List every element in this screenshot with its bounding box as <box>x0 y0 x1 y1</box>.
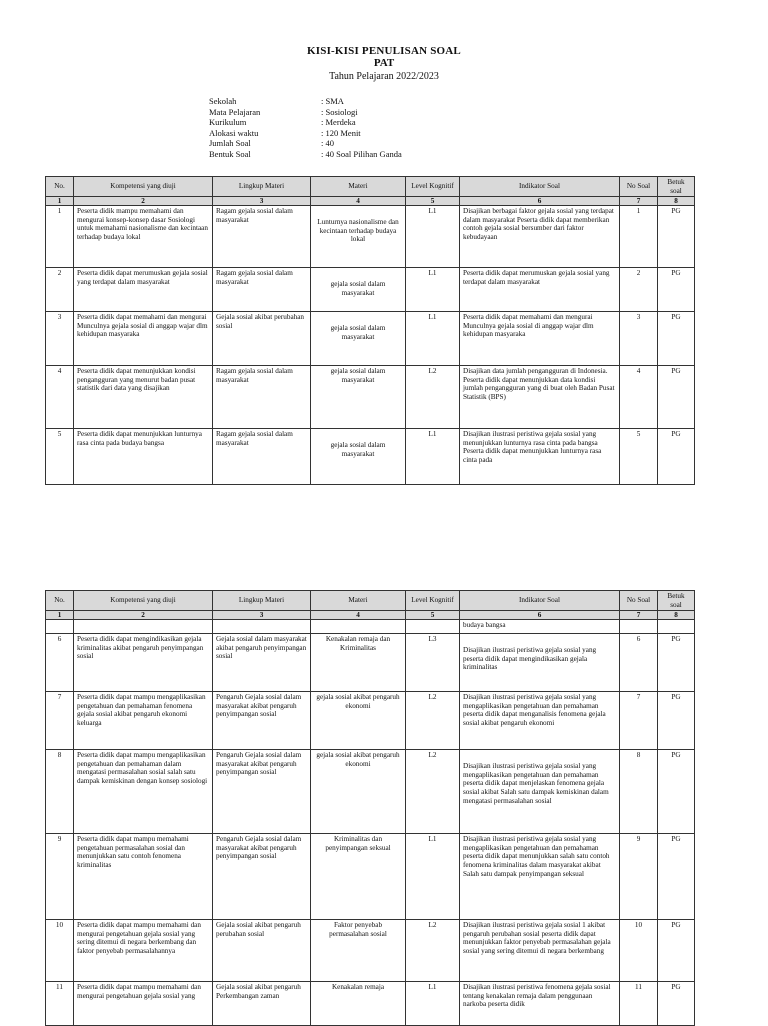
cell-indikator: Disajikan ilustrasi peristiwa fenomena gejala sosial tentang kenakalan remaja dalam penggunaan narkoba peserta didik <box>460 982 620 1026</box>
cell-no: 2 <box>46 268 74 312</box>
cell-materi: gejala sosial dalam masyarakat <box>311 312 406 366</box>
meta-label: Sekolah <box>209 96 237 106</box>
table-row <box>46 692 695 750</box>
col-number: 3 <box>213 611 311 620</box>
cell-level: L1 <box>406 312 460 366</box>
cell-kompetensi: Peserta didik dapat menunjukkan kondisi pengangguran yang menurut badan pusat statistik dari data yang disajikan <box>74 366 213 429</box>
cell-level: L3 <box>406 634 460 692</box>
cell-no-soal: 7 <box>620 692 658 750</box>
cell-lingkup: Gejala sosial akibat pengaruh perubahan sosial <box>213 920 311 982</box>
document-subtitle: PAT <box>373 57 395 69</box>
col-header-indikator: Indikator Soal <box>460 177 620 197</box>
meta-row <box>209 149 402 160</box>
cell-no-soal: 9 <box>620 834 658 920</box>
cell-materi: gejala sosial akibat pengaruh ekonomi <box>311 750 406 834</box>
table-row <box>46 268 695 312</box>
col-header-no: No. <box>46 177 74 197</box>
cell-kompetensi: Peserta didik dapat merumuskan gejala sosial yang terdapat dalam masyarakat <box>74 268 213 312</box>
col-header-no-soal: No Soal <box>620 177 658 197</box>
cell-indikator: Disajikan berbagai faktor gejala sosial yang terdapat dalam masyarakat Peserta didik dapat memberikan contoh gejala sosial bersumber dari faktor kebudayaan <box>460 206 620 268</box>
cell-lingkup: Ragam gejala sosial dalam masyarakat <box>213 206 311 268</box>
col-number: 4 <box>311 611 406 620</box>
meta-value: : Merdeka <box>321 117 356 128</box>
cell-lingkup: Gejala sosial akibat perubahan sosial <box>213 312 311 366</box>
cell-no: 1 <box>46 206 74 268</box>
table-row <box>46 206 695 268</box>
col-header-bentuk: Betuk soal <box>658 591 695 611</box>
cell-level: L2 <box>406 920 460 982</box>
academic-year: Tahun Pelajaran 2022/2023 <box>329 71 439 82</box>
cell-materi: gejala sosial dalam masyarakat <box>311 268 406 312</box>
col-header-lingkup: Lingkup Materi <box>213 591 311 611</box>
meta-row <box>209 96 402 107</box>
meta-label: Jumlah Soal <box>209 138 251 149</box>
cell-level: L1 <box>406 268 460 312</box>
cell-level: L1 <box>406 206 460 268</box>
meta-row <box>209 128 402 139</box>
cell-bentuk: PG <box>658 920 695 982</box>
cell-indikator: Peserta didik dapat merumuskan gejala sosial yang terdapat dalam masyarakat <box>460 268 620 312</box>
cell-no-soal: 6 <box>620 634 658 692</box>
col-header-level: Level Kognitif <box>406 591 460 611</box>
cell-no: 3 <box>46 312 74 366</box>
meta-label: Kurikulum <box>209 117 247 128</box>
cell-kompetensi: Peserta didik dapat mampu memahami dan mengurai pengetahuan gejala sosial yang sering ditemui di negara berkembang dan faktor penyebab permasalahannya <box>74 920 213 982</box>
cell-kompetensi: Peserta didik dapat mampu mengaplikasikan pengetahuan dan pemahaman dalam mengatasi permasalahan sosial salah satu dampak kemiskinan dengan konsep sosiologi <box>74 750 213 834</box>
cell-bentuk: PG <box>658 268 695 312</box>
cell-no-soal: 3 <box>620 312 658 366</box>
cell-lingkup: Ragam gejala sosial dalam masyarakat <box>213 429 311 485</box>
cell-kompetensi: Peserta didik dapat menunjukkan lunturnya rasa cinta pada budaya bangsa <box>74 429 213 485</box>
cell-no-soal: 4 <box>620 366 658 429</box>
col-header-no-soal: No Soal <box>620 591 658 611</box>
cell-materi: Lunturnya nasionalisme dan kecintaan terhadap budaya lokal <box>311 206 406 268</box>
cell-kompetensi: Peserta didik dapat mampu mengaplikasikan pengetahuan dan pemahaman fenomena gejala sosial akibat pengaruh ekonomi keluarga <box>74 692 213 750</box>
col-header-materi: Materi <box>311 177 406 197</box>
col-header-kompetensi: Kompetensi yang diuji <box>74 591 213 611</box>
col-number: 6 <box>460 611 620 620</box>
cell-kompetensi: Peserta didik dapat mampu memahami pengetahuan permasalahan sosial dan menunjukkan satu contoh fenomena kriminalitas <box>74 834 213 920</box>
col-number: 7 <box>620 197 658 206</box>
cell-no: 4 <box>46 366 74 429</box>
meta-row <box>209 138 402 149</box>
cell-lingkup: Gejala sosial akibat pengaruh Perkembangan zaman <box>213 982 311 1026</box>
cell-materi: Kenakalan remaja <box>311 982 406 1026</box>
cell-no: 7 <box>46 692 74 750</box>
cell-no-soal: 8 <box>620 750 658 834</box>
cell-materi: gejala sosial akibat pengaruh ekonomi <box>311 692 406 750</box>
cell-level: L2 <box>406 366 460 429</box>
col-number: 1 <box>46 197 74 206</box>
cell-bentuk: PG <box>658 429 695 485</box>
cell-kompetensi: Peserta didik dapat memahami dan mengurai Munculnya gejala sosial di anggap wajar dlm kehidupan masyaraka <box>74 312 213 366</box>
cell-indikator: Disajikan ilustrasi peristiwa gejala sosial yang mengaplikasikan pengetahuan dan pemahaman peserta didik dapat menunjukkan salah satu contoh fenomena kriminalitas dalam masyarakat akibat Salah satu dampak penyimpangan seksual <box>460 834 620 920</box>
cell-level: L2 <box>406 692 460 750</box>
col-number: 1 <box>46 611 74 620</box>
cell-level: L1 <box>406 834 460 920</box>
cell-materi: Faktor penyebab permasalahan sosial <box>311 920 406 982</box>
cell-level: L2 <box>406 750 460 834</box>
meta-row <box>209 107 402 118</box>
cell-no-soal: 1 <box>620 206 658 268</box>
cell-indikator: Disajikan ilustrasi peristiwa gejala sosial yang mengaplikasikan pengetahuan dan pemahaman peserta didik dapat menjelaskan fenomena gejala sosial akibat Salah satu dampak kemiskinan dalam mengatasi permasalahan sosial <box>460 750 620 834</box>
cell-bentuk: PG <box>658 982 695 1026</box>
cell-no: 9 <box>46 834 74 920</box>
cell-no: 11 <box>46 982 74 1026</box>
cell-lingkup: Ragam gejala sosial dalam masyarakat <box>213 268 311 312</box>
table-row <box>46 982 695 1026</box>
table-row <box>46 312 695 366</box>
cell-level: L1 <box>406 429 460 485</box>
cell-no: 10 <box>46 920 74 982</box>
cell-materi: Kriminalitas dan penyimpangan seksual <box>311 834 406 920</box>
cell-indikator: Disajikan ilustrasi peristiwa gejala sosial 1 akibat pengaruh perubahan sosial peserta didik dapat menunjukkan faktor penyebab permasalahan gejala sosial yang sering ditemui di negara berkembang <box>460 920 620 982</box>
cell-materi: gejala sosial dalam masyarakat <box>311 429 406 485</box>
meta-value: : 120 Menit <box>321 127 361 138</box>
col-header-lingkup: Lingkup Materi <box>213 177 311 197</box>
col-number: 7 <box>620 611 658 620</box>
cell-lingkup: Pengaruh Gejala sosial dalam masyarakat akibat pengaruh penyimpangan sosial <box>213 692 311 750</box>
cell-no: 5 <box>46 429 74 485</box>
cell-no-soal: 11 <box>620 982 658 1026</box>
meta-value: : 40 <box>321 138 334 149</box>
table-row-continuation <box>46 620 695 634</box>
table-row <box>46 366 695 429</box>
cell-indikator: Disajikan data jumlah pengangguran di Indonesia. Peserta didik dapat menunjukkan data kondisi jumlah pengangguran yang di buat oleh Badan Pusat Statistik (BPS) <box>460 366 620 429</box>
cell-no: 8 <box>46 750 74 834</box>
cell-materi: Kenakalan remaja dan Kriminalitas <box>311 634 406 692</box>
col-header-kompetensi: Kompetensi yang diuji <box>74 177 213 197</box>
cell-materi: gejala sosial dalam masyarakat <box>311 366 406 429</box>
grid-table-page-1 <box>45 176 695 485</box>
cell-bentuk: PG <box>658 366 695 429</box>
col-number: 5 <box>406 611 460 620</box>
cell-level: L1 <box>406 982 460 1026</box>
col-number: 8 <box>658 611 695 620</box>
cell-lingkup: Pengaruh Gejala sosial dalam masyarakat akibat pengaruh penyimpangan sosial <box>213 750 311 834</box>
cell-indikator: Disajikan ilustrasi peristiwa gejala sosial yang mengaplikasikan pengetahuan dan pemahaman peserta didik dapat menganalisis fenomena gejala sosial akibat pengaruh ekonomi <box>460 692 620 750</box>
meta-row <box>209 117 402 128</box>
col-header-no: No. <box>46 591 74 611</box>
cell-kompetensi: Peserta didik dapat mampu memahami dan mengurai pengetahuan gejala sosial yang <box>74 982 213 1026</box>
cell-bentuk: PG <box>658 312 695 366</box>
meta-label: Mata Pelajaran <box>209 106 261 117</box>
col-number: 8 <box>658 197 695 206</box>
cell-no-soal: 2 <box>620 268 658 312</box>
document-meta <box>209 96 402 160</box>
cell-no: 6 <box>46 634 74 692</box>
column-number-row <box>46 611 695 620</box>
table-row <box>46 834 695 920</box>
table-row <box>46 750 695 834</box>
cell-bentuk: PG <box>658 750 695 834</box>
col-header-bentuk: Betuk soal <box>658 177 695 197</box>
document-title: KISI-KISI PENULISAN SOAL <box>307 45 461 57</box>
cell-bentuk: PG <box>658 206 695 268</box>
table-row <box>46 920 695 982</box>
col-number: 3 <box>213 197 311 206</box>
meta-label: Alokasi waktu <box>209 127 259 138</box>
meta-value: : 40 Soal Pilihan Ganda <box>321 148 402 159</box>
cell-indikator: Disajikan ilustrasi peristiwa gejala sosial yang menunjukkan lunturnya rasa cinta pada bangsa Peserta didik dapat menunjukkan lunturnya rasa cinta pada <box>460 429 620 485</box>
col-number: 2 <box>74 197 213 206</box>
col-header-level: Level Kognitif <box>406 177 460 197</box>
col-number: 4 <box>311 197 406 206</box>
meta-value: : SMA <box>321 96 344 106</box>
cell-lingkup: Pengaruh Gejala sosial dalam masyarakat akibat pengaruh penyimpangan sosial <box>213 834 311 920</box>
col-number: 5 <box>406 197 460 206</box>
col-header-indikator: Indikator Soal <box>460 591 620 611</box>
col-number: 6 <box>460 197 620 206</box>
cell-indikator: Disajikan ilustrasi peristiwa gejala sosial yang peserta didik dapat mengindikasikan gejala kriminalitas <box>460 634 620 692</box>
cell-no-soal: 5 <box>620 429 658 485</box>
col-header-materi: Materi <box>311 591 406 611</box>
column-number-row <box>46 197 695 206</box>
cell-bentuk: PG <box>658 634 695 692</box>
cell-bentuk: PG <box>658 692 695 750</box>
meta-value: : Sosiologi <box>321 106 358 117</box>
col-number: 2 <box>74 611 213 620</box>
cell-lingkup: Gejala sosial dalam masyarakat akibat pengaruh penyimpangan sosial <box>213 634 311 692</box>
cell-kompetensi: Peserta didik dapat mengindikasikan gejala kriminalitas akibat pengaruh penyimpangan sosial <box>74 634 213 692</box>
continued-indicator-text: budaya bangsa <box>460 620 620 634</box>
cell-bentuk: PG <box>658 834 695 920</box>
cell-lingkup: Ragam gejala sosial dalam masyarakat <box>213 366 311 429</box>
grid-table-page-2 <box>45 590 695 1026</box>
cell-kompetensi: Peserta didik mampu memahami dan mengurai konsep-konsep dasar Sosiologi untuk memahami nasionalisme dan kecintaan terhadap budaya lokal <box>74 206 213 268</box>
table-row <box>46 634 695 692</box>
cell-no-soal: 10 <box>620 920 658 982</box>
cell-indikator: Peserta didik dapat memahami dan mengurai Munculnya gejala sosial di anggap wajar dlm kehidupan masyaraka <box>460 312 620 366</box>
table-row <box>46 429 695 485</box>
meta-label: Bentuk Soal <box>209 148 251 159</box>
